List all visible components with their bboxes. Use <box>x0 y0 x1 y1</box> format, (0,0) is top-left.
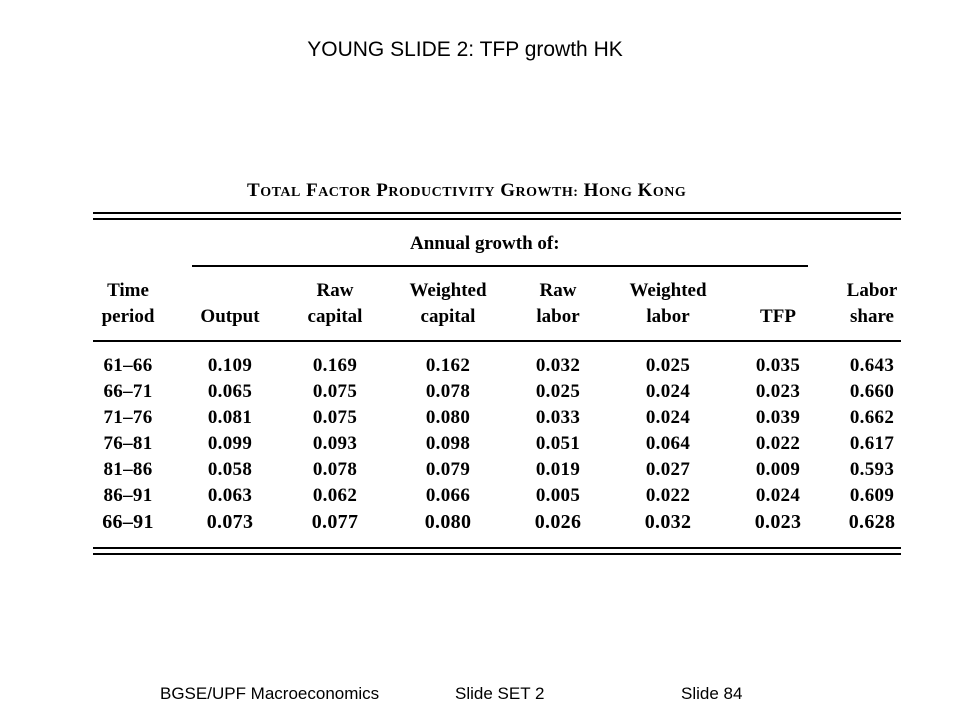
col-header-raw-capital <box>279 278 391 330</box>
col-header-line1: Weighted <box>629 280 707 301</box>
cell-raw-capital: 0.075 <box>312 407 358 428</box>
cell-weighted-labor: 0.024 <box>645 381 691 402</box>
cell-raw-labor: 0.025 <box>535 381 581 402</box>
table-caption <box>247 180 686 202</box>
col-header-line1: Time <box>107 280 149 301</box>
cell-raw-labor: 0.032 <box>535 355 581 376</box>
cell-raw-capital: 0.075 <box>312 381 358 402</box>
header-bottom-rule <box>93 340 901 342</box>
group-header-annual-growth: Annual growth of: <box>410 233 560 254</box>
cell-raw-capital: 0.062 <box>312 485 358 506</box>
cell-raw-capital: 0.169 <box>312 355 358 376</box>
cell-weighted-capital: 0.080 <box>425 407 471 428</box>
caption-word-total: TOTAL <box>247 180 301 201</box>
col-header-line1: Weighted <box>409 280 487 301</box>
cell-tfp: 0.009 <box>755 459 801 480</box>
cell-time-period: 66–71 <box>103 381 153 402</box>
caption-word-hong: HONG <box>583 180 633 201</box>
col-header-line2: period <box>101 306 155 327</box>
footer-slide-number: Slide 84 <box>681 684 743 703</box>
cell-time-period: 66–91 <box>102 511 154 533</box>
footer-set: Slide SET 2 <box>455 684 545 703</box>
cell-output: 0.109 <box>207 355 253 376</box>
cell-weighted-labor: 0.032 <box>644 511 692 533</box>
table-top-rule-2 <box>93 218 901 220</box>
caption-word-growth: GROWTH: <box>500 180 579 201</box>
group-header-rule <box>192 265 808 267</box>
cell-raw-labor: 0.026 <box>534 511 582 533</box>
cell-weighted-capital: 0.080 <box>424 511 472 533</box>
cell-labor-share: 0.628 <box>848 511 896 533</box>
cell-output: 0.073 <box>206 511 254 533</box>
table-top-rule-1 <box>93 212 901 214</box>
cell-output: 0.081 <box>207 407 253 428</box>
cell-output: 0.058 <box>207 459 253 480</box>
caption-word-factor: FACTOR <box>306 180 371 201</box>
col-header-line2: capital <box>307 306 363 327</box>
cell-output: 0.065 <box>207 381 253 402</box>
cell-tfp: 0.023 <box>754 511 802 533</box>
col-header-line1: Labor <box>846 280 898 301</box>
col-header-line2: Output <box>200 306 260 327</box>
col-header-weighted-labor <box>612 278 724 330</box>
cell-raw-capital: 0.078 <box>312 459 358 480</box>
cell-labor-share: 0.643 <box>849 355 895 376</box>
cell-raw-labor: 0.033 <box>535 407 581 428</box>
cell-labor-share: 0.609 <box>849 485 895 506</box>
col-header-line2: TFP <box>760 306 796 327</box>
cell-weighted-capital: 0.079 <box>425 459 471 480</box>
col-header-line2: share <box>850 306 894 327</box>
cell-raw-labor: 0.019 <box>535 459 581 480</box>
cell-tfp: 0.039 <box>755 407 801 428</box>
cell-raw-capital: 0.093 <box>312 433 358 454</box>
cell-weighted-capital: 0.078 <box>425 381 471 402</box>
cell-weighted-capital: 0.162 <box>425 355 471 376</box>
cell-tfp: 0.022 <box>755 433 801 454</box>
col-header-time-period <box>72 278 184 330</box>
cell-weighted-labor: 0.025 <box>645 355 691 376</box>
cell-time-period: 76–81 <box>103 433 153 454</box>
cell-labor-share: 0.593 <box>849 459 895 480</box>
cell-tfp: 0.024 <box>755 485 801 506</box>
caption-word-kong: KONG <box>637 180 687 201</box>
col-header-line2: capital <box>420 306 476 327</box>
cell-weighted-labor: 0.064 <box>645 433 691 454</box>
col-header-line1: Raw <box>539 280 577 301</box>
slide-title: YOUNG SLIDE 2: TFP growth HK <box>307 38 623 61</box>
col-header-output <box>174 278 286 330</box>
cell-weighted-capital: 0.066 <box>425 485 471 506</box>
col-header-raw-labor <box>502 278 614 330</box>
col-header-line2: labor <box>536 306 580 327</box>
cell-raw-labor: 0.005 <box>535 485 581 506</box>
col-header-line1: Raw <box>316 280 354 301</box>
col-header-line2: labor <box>646 306 690 327</box>
cell-tfp: 0.023 <box>755 381 801 402</box>
table-bottom-rule-1 <box>93 547 901 549</box>
cell-output: 0.063 <box>207 485 253 506</box>
cell-raw-capital: 0.077 <box>311 511 359 533</box>
cell-labor-share: 0.662 <box>849 407 895 428</box>
cell-output: 0.099 <box>207 433 253 454</box>
cell-labor-share: 0.660 <box>849 381 895 402</box>
cell-time-period: 61–66 <box>103 355 153 376</box>
col-header-weighted-capital <box>392 278 504 330</box>
table-bottom-rule-2 <box>93 553 901 555</box>
col-header-line1 <box>174 278 286 304</box>
cell-weighted-labor: 0.027 <box>645 459 691 480</box>
cell-time-period: 86–91 <box>103 485 153 506</box>
cell-weighted-labor: 0.022 <box>645 485 691 506</box>
cell-time-period: 81–86 <box>103 459 153 480</box>
cell-raw-labor: 0.051 <box>535 433 581 454</box>
cell-tfp: 0.035 <box>755 355 801 376</box>
footer-course: BGSE/UPF Macroeconomics <box>160 684 380 703</box>
cell-labor-share: 0.617 <box>849 433 895 454</box>
cell-weighted-capital: 0.098 <box>425 433 471 454</box>
cell-time-period: 71–76 <box>103 407 153 428</box>
cell-weighted-labor: 0.024 <box>645 407 691 428</box>
col-header-labor-share <box>816 278 928 330</box>
caption-word-productivity: PRODUCTIVITY <box>376 180 495 201</box>
